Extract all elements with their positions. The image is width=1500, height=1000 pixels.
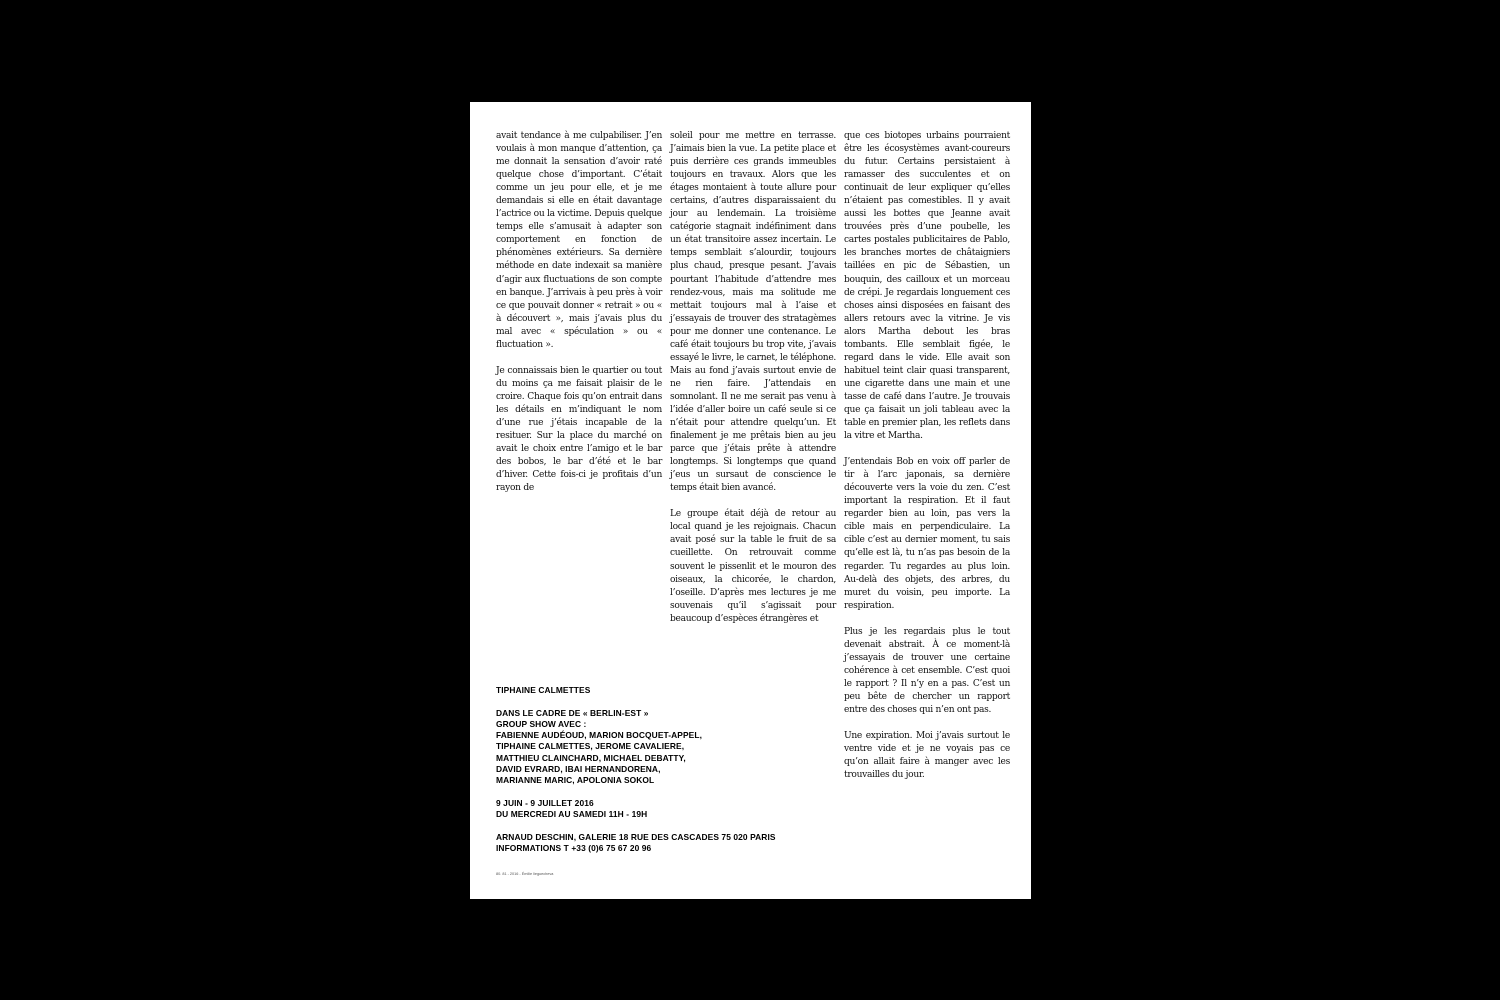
document-page bbox=[470, 102, 1031, 899]
paragraph: Le groupe était déjà de retour au local quand je les rejoignais. Chacun avait posé sur la table le fruit de sa cueillette. On retrouvait comme souvent le pissenlit et le mouron des oiseaux, la chicorée, le chardon, l’oseille. D’après mes lectures je me souvenais qu’il s’agissait pour beaucoup d’espèces étrangères et bbox=[670, 509, 836, 624]
paragraph: que ces biotopes urbains pourraient être les écosystèmes avant-coureurs du futur. Certains persistaient à ramasser des succulentes et on continuait de leur expliquer qu’elles n’étaient pas comestibles. Il y avait aussi les bottes que Jeanne avait trouvées près d’une poubelle, les cartes postales publicitaires de Pablo, les branches mortes de châtaigniers taillées en pic de Sébastien, un bouquin, des cailloux et un morceau de crépi. Je regardais longuement ces choses ainsi disposées en faisant des allers retours avec la vitrine. Je vis alors Martha debout les bras tombants. Elle semblait figée, le regard dans le vide. Elle avait son habituel teint clair quasi transparent, une cigarette dans une main et une tasse de café dans l’autre. Je trouvais que ça faisait un joli tableau avec la table en premier plan, les reflets dans la vitre et Martha. bbox=[844, 131, 1010, 442]
paragraph: Je connaissais bien le quartier ou tout du moins ça me faisait plaisir de le croire. Chaque fois qu’on entrait dans les détails en m’indiquant le nom d’une rue j’étais incapable de la resituer. Sur la place du marché on avait le choix entre l’amigo et le bar des bobos, le bar d’été et le bar d’hiver. Cette fois-ci je profitais d’un rayon de bbox=[496, 365, 662, 494]
paragraph: soleil pour me mettre en terrasse. J’aimais bien la vue. La petite place et puis derrière ces grands immeubles toujours en travaux. Alors que les étages montaient à toute allure pour certains, d’autres disparaissaient du jour au lendemain. La troisième catégorie stagnait indéfiniment dans un état transitoire assez incertain. Le temps semblait s’alourdir, toujours plus chaud, presque pesant. J’avais pourtant l’habitude d’attendre mes rendez-vous, mais ma solitude me mettait toujours mal à l’aise et j’essayais de trouver des stratagèmes pour me donner une contenance. Le café était toujours bu trop vite, j’avais essayé le livre, le carnet, le téléphone. Mais au fond j’avais surtout envie de ne rien faire. J’attendais en somnolant. Il ne me serait pas venu à l’idée d’aller boire un café seule si ce n’était pour attendre quelqu’un. Et finalement je me prêtais bien au jeu parce que j’étais prête à attendre longtemps. Si longtemps que quand j’eus un sursaut de conscience le temps était bien avancé. bbox=[670, 131, 836, 494]
paragraph: Une expiration. Moi j’avais surtout le ventre vide et je ne voyais pas ce qu’on allait faire à manger avec les trouvailles du jour. bbox=[844, 731, 1010, 781]
context-line: TIPHAINE CALMETTES, JEROME CAVALIERE, bbox=[496, 741, 685, 752]
exhibition-context-block bbox=[496, 708, 816, 787]
venue-block bbox=[496, 832, 816, 855]
artist-name-block bbox=[496, 685, 816, 696]
context-line: GROUP SHOW AVEC : bbox=[496, 718, 587, 729]
venue-line: INFORMATIONS T +33 (0)6 75 67 20 96 bbox=[496, 843, 652, 854]
dates-line: 9 JUIN - 9 JUILLET 2016 bbox=[496, 797, 594, 808]
context-line: FABIENNE AUDÉOUD, MARION BOCQUET-APPEL, bbox=[496, 730, 702, 741]
exhibition-info bbox=[496, 685, 816, 866]
venue-line: ARNAUD DESCHIN, GALERIE 18 RUE DES CASCADES 75 020 PARIS bbox=[496, 831, 776, 842]
artist-name: TIPHAINE CALMETTES bbox=[496, 685, 591, 695]
context-line: DANS LE CADRE DE « BERLIN-EST » bbox=[496, 707, 649, 718]
page-footer: 80. 81 - 2016 - Émilie lieguechevа bbox=[496, 872, 554, 876]
text-column-2 bbox=[670, 130, 836, 639]
paragraph: J’entendais Bob en voix off parler de tir à l’arc japonais, sa dernière découverte vers la voie du zen. C’est important la respiration. Et il faut regarder bien au loin, pas vers la cible mais en perpendiculaire. La cible c’est au dernier moment, tu sais qu’elle est là, tu n’as pas besoin de la regarder. Tu regardes au plus loin. Au-delà des objets, des arbres, du muret du voisin, peu importe. La respiration. bbox=[844, 457, 1010, 611]
paragraph: avait tendance à me culpabiliser. J’en voulais à mon manque d’attention, ça me donnait la sensation d’avoir raté quelque chose d’important. C’était comme un jeu pour elle, et je me demandais si elle en était davantage l’actrice ou la victime. Depuis quelque temps elle s’amusait à adapter son comportement en fonction de phénomènes extérieurs. Sa dernière méthode en date indexait sa manière d’agir aux fluctuations de son compte en banque. J’arrivais à peu près à voir ce que pouvait donner « retrait » ou « à découvert », mais j’avais plus du mal avec « spéculation » ou « fluctuation ». bbox=[496, 131, 662, 350]
text-column-3 bbox=[844, 130, 1010, 795]
exhibition-dates-block bbox=[496, 798, 816, 821]
context-line: DAVID EVRARD, IBAI HERNANDORENA, bbox=[496, 764, 661, 775]
text-column-1 bbox=[496, 130, 662, 508]
paragraph: Plus je les regardais plus le tout devenait abstrait. À ce moment-là j’essayais de trouver une certaine cohérence à cet ensemble. C’est quoi le rapport ? Il n’y en a pas. C’est un peu bête de chercher un rapport entre des choses qui n’en ont pas. bbox=[844, 626, 1010, 715]
context-line: MARIANNE MARIC, APOLONIA SOKOL bbox=[496, 775, 655, 786]
context-line: MATTHIEU CLAINCHARD, MICHAEL DEBATTY, bbox=[496, 752, 686, 763]
dates-line: DU MERCREDI AU SAMEDI 11H - 19H bbox=[496, 809, 648, 820]
